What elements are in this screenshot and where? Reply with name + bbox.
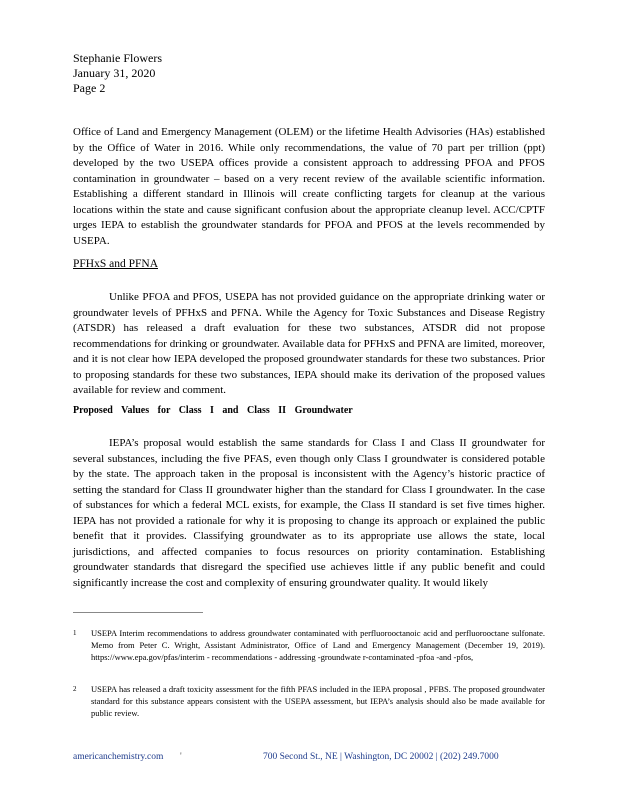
- footer-separator: ': [180, 752, 182, 762]
- paragraph-class-groundwater: IEPA’s proposal would establish the same standards for Class I and Class II groundwater for several substances, including the five PFAS, even though only Class I groundwater is considered potable by the state. The approach taken in the proposal is inconsistent with the Agency’s historic practice of setting the standard for Class II groundwater higher than the standard for Class I groundwater. In the case of substances for which a federal MCL exists, for example, the Class II standard is set five times higher. IEPA has not provided a rationale for why it is proposing to change its approach or explained the public benefit that it provides. Classifying groundwater as to its appropriate use allows the state, local jurisdictions, and affected companies to focus resources on priority contamination. Establishing groundwater standards that disregard the specified use achieves little if any public benefit and could significantly increase the cost and complexity of ensuring groundwater quality. It would likely: [73, 437, 545, 589]
- paragraph-pfhxs-pfna: Unlike PFOA and PFOS, USEPA has not provided guidance on the appropriate drinking water or groundwater levels of PFHxS and PFNA. While the Agency for Toxic Substances and Disease Registry (ATSDR) has released a draft evaluation for these two substances, ATSDR did not propose recommendations for drinking or groundwater. Available data for PFHxS and PFNA are limited, moreover, and it is not clear how IEPA developed the proposed groundwater standards for these two substances. Prior to proposing standards for these two substances, IEPA should make its derivation of the proposed values available for review and comment.: [73, 291, 545, 396]
- footnote-divider: [73, 612, 203, 613]
- footnote-text: USEPA Interim recommendations to address groundwater contaminated with perfluorooctanoic acid and perfluorooctane sulfonate. Memo from Peter C. Wright, Assistant Administrator, Office of Land and Emergency Management (December 19, 2019). https://www.epa.gov/pfas/interim - recommendations - addressing -groundwate r-contaminated -pfoa -and -pfos,: [91, 628, 545, 662]
- section-heading-pfhxs-pfna: PFHxS and PFNA: [73, 258, 158, 270]
- footnote-2: [73, 683, 545, 719]
- letter-header: [73, 51, 162, 96]
- paragraph-olem: Office of Land and Emergency Management (OLEM) or the lifetime Health Advisories (HAs) established by the Office of Water in 2016. While only recommendations, the value of 70 part per trillion (ppt) developed by the two USEPA offices provide a consistent approach to addressing PFOA and PFOS contamination in groundwater – based on a very recent review of the available scientific information. Establishing a different standard in Illinois will create conflicting targets for cleanup at the various locations within the state and cause significant confusion about the appropriate cleanup level. ACC/CPTF urges IEPA to establish the groundwater standards for PFOA and PFOS at the levels recommended by USEPA.: [73, 126, 545, 247]
- author-name: Stephanie Flowers: [73, 51, 162, 65]
- section-heading-class-groundwater: Proposed Values for Class I and Class II Groundwater: [73, 405, 353, 416]
- footer-website-link[interactable]: americanchemistry.com: [73, 752, 164, 762]
- letter-date: January 31, 2020: [73, 66, 156, 80]
- footnote-number: 1: [73, 629, 77, 637]
- footnote-1: [73, 627, 545, 663]
- footnote-text: USEPA has released a draft toxicity assessment for the fifth PFAS included in the IEPA proposal , PFBS. The proposed groundwater standard for this substance appears consistent with the USEPA assessment, but IEPA’s analysis should also be made available for public review.: [91, 684, 545, 718]
- footnote-number: 2: [73, 685, 77, 693]
- page-number: Page 2: [73, 81, 106, 95]
- footer-address: 700 Second St., NE | Washington, DC 20002 | (202) 249.7000: [263, 752, 499, 762]
